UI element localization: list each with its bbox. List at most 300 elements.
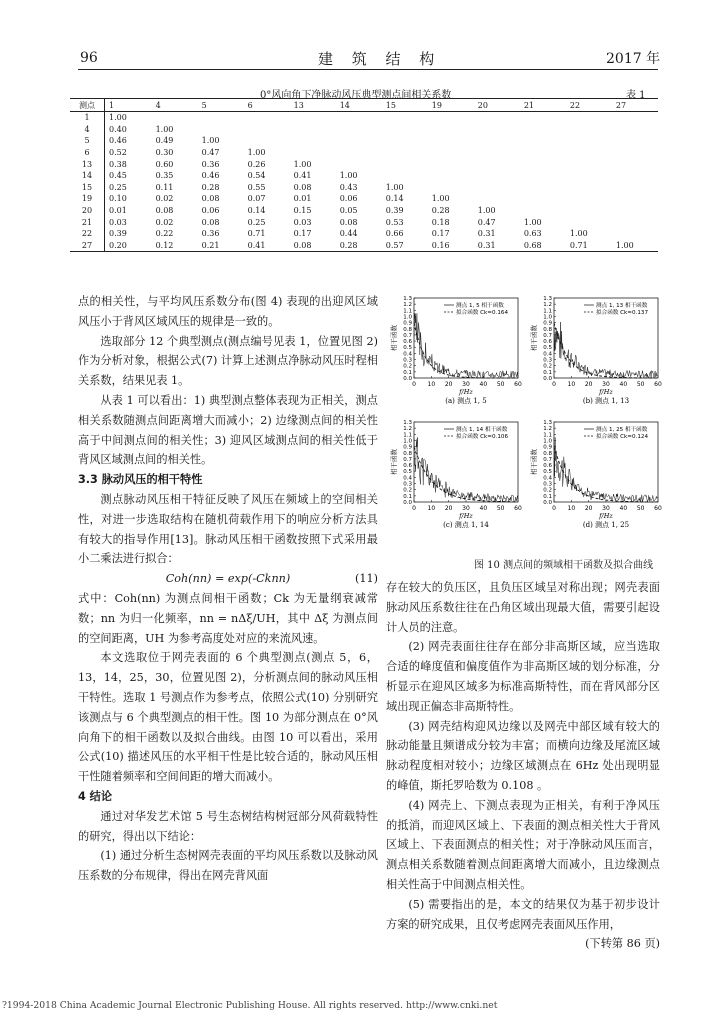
- x-tick-label: 10: [427, 381, 436, 388]
- table-cell: [428, 124, 474, 136]
- table-cell: 0.40: [109, 124, 127, 134]
- y-tick-label: 0.7: [543, 456, 552, 463]
- table-cell: 0.36: [201, 159, 220, 169]
- table-cell: [520, 205, 566, 217]
- table-cell: [566, 205, 612, 217]
- table-cell: [474, 170, 520, 182]
- table-cell: [290, 112, 336, 124]
- table-cell: 1.00: [612, 240, 658, 252]
- table-cell: [474, 135, 520, 147]
- y-tick-label: 0.9: [403, 444, 412, 451]
- table-cell: 0.08: [201, 217, 220, 227]
- paragraph: 式中：Coh(nn) 为测点间相干函数；Ck 为无量纲衰减常数；nn 为归一化频率，nn = nΔξ/UH，其中 Δξ 为测点间的空间距离，UH 为参考高度处对应的来流风速。: [78, 591, 378, 645]
- table-row: [70, 112, 658, 124]
- table-cell: [336, 112, 382, 124]
- y-tick-label: 0.2: [543, 363, 552, 370]
- y-tick-label: 1.1: [543, 432, 552, 439]
- row-header: 1: [70, 112, 105, 124]
- table-cell: [566, 158, 612, 170]
- y-tick-label: 1.2: [403, 426, 412, 433]
- row-header: 22: [70, 228, 105, 240]
- row-header: 14: [70, 170, 105, 182]
- row-header: 20: [70, 205, 105, 217]
- table-cell: 0.03: [293, 217, 312, 227]
- y-tick-label: 1.3: [403, 420, 412, 426]
- x-tick-label: 60: [514, 381, 522, 388]
- paragraph: (3) 网壳结构迎风边缘以及网壳中部区域有较大的脉动能量且频谱成分较为丰富；而横向边缘及尾流区域脉动程度相对较小；边缘区域测点在 6Hz 处出现明显的峰值，斯托罗哈数为 0.108 。: [386, 719, 660, 792]
- table-cell: 0.20: [105, 240, 152, 252]
- table-cell: 0.06: [339, 194, 358, 204]
- table-cell: 0.43: [339, 182, 358, 192]
- legend-fit: 拟合函数 Ck=0.124: [596, 434, 648, 440]
- equation-number: (11): [355, 572, 378, 586]
- table-header-cell: 5: [198, 99, 244, 112]
- table-cell: 0.03: [109, 217, 127, 227]
- y-tick-label: 0.2: [403, 487, 412, 494]
- row-header: 19: [70, 193, 105, 205]
- x-tick-label: 20: [584, 505, 593, 512]
- table-cell: 0.39: [109, 229, 127, 239]
- coherence-curve: [554, 437, 658, 501]
- table-cell: 0.71: [247, 229, 266, 239]
- table-cell: [382, 170, 428, 182]
- x-tick-label: 0: [552, 381, 556, 388]
- x-tick-label: 40: [479, 381, 488, 388]
- table-cell: 0.18: [431, 217, 450, 227]
- x-tick-label: 60: [654, 381, 662, 388]
- table-cell: [428, 158, 474, 170]
- table-cell: 1.00: [247, 148, 266, 158]
- equation-line: [78, 569, 378, 589]
- legend-fit: 拟合函数 Ck=0.137: [596, 310, 648, 316]
- panel-subtitle: (d) 测点 1, 25: [582, 521, 630, 529]
- table-cell: [566, 124, 612, 136]
- y-tick-label: 0.5: [403, 469, 412, 476]
- table-cell: 0.08: [201, 194, 220, 204]
- y-tick-label: 1.0: [543, 438, 552, 445]
- coherence-panel: [389, 296, 522, 405]
- table-header-row: [70, 99, 658, 112]
- table-row: [70, 170, 658, 182]
- y-tick-label: 0.6: [403, 463, 412, 470]
- table-cell: 0.35: [155, 171, 174, 181]
- y-tick-label: 0.5: [543, 469, 552, 476]
- y-tick-label: 1.3: [543, 296, 552, 302]
- row-header: 6: [70, 147, 105, 159]
- table-cell: 0.16: [428, 240, 474, 252]
- table-cell: [382, 147, 428, 159]
- table-cell: 0.45: [109, 171, 127, 181]
- table-cell: 0.14: [247, 206, 266, 216]
- table-cell: 0.55: [247, 182, 266, 192]
- y-tick-label: 0.0: [403, 376, 412, 382]
- table-cell: [198, 112, 244, 124]
- row-header: 5: [70, 135, 105, 147]
- row-header: 21: [70, 216, 105, 228]
- y-tick-label: 0.6: [403, 339, 412, 346]
- table-cell: [290, 135, 336, 147]
- table-cell: 0.08: [339, 217, 358, 227]
- x-tick-label: 10: [427, 505, 436, 512]
- x-tick-label: 0: [552, 505, 556, 512]
- table-cell: [290, 124, 336, 136]
- table-cell: 0.15: [293, 206, 312, 216]
- table-cell: [382, 158, 428, 170]
- table-cell: 0.28: [431, 206, 450, 216]
- x-axis-label: f/Hz: [459, 388, 473, 396]
- y-axis-label: 相干函数: [530, 449, 538, 475]
- table-cell: 0.08: [155, 206, 174, 216]
- table-cell: [520, 124, 566, 136]
- table-header-cell: 21: [520, 99, 566, 112]
- table-cell: [428, 182, 474, 194]
- table-header-cell: 22: [566, 99, 612, 112]
- x-tick-label: 50: [496, 381, 505, 388]
- y-tick-label: 0.8: [543, 326, 552, 333]
- y-tick-label: 0.4: [543, 475, 552, 482]
- table-cell: 0.68: [520, 240, 566, 252]
- table-cell: [612, 170, 658, 182]
- table-cell: 0.01: [293, 194, 312, 204]
- row-header: 4: [70, 124, 105, 136]
- x-tick-label: 30: [602, 381, 610, 388]
- y-tick-label: 0.0: [543, 500, 552, 506]
- paragraph: (1) 通过分析生态树网壳表面的平均风压系数以及脉动风压系数的分布规律，得出在网壳背风面: [78, 849, 378, 883]
- coherence-panel: [529, 296, 662, 405]
- table-cell: 0.57: [382, 240, 428, 252]
- table-cell: 0.36: [201, 229, 220, 239]
- table-cell: 0.17: [431, 229, 450, 239]
- table-cell: [520, 182, 566, 194]
- y-tick-label: 0.8: [543, 450, 552, 457]
- y-tick-label: 1.1: [543, 308, 552, 315]
- table-cell: [244, 135, 290, 147]
- x-tick-label: 20: [584, 381, 593, 388]
- legend-fit: 拟合函数 Ck=0.106: [456, 434, 508, 440]
- table-cell: 0.60: [155, 159, 174, 169]
- x-axis-label: f/Hz: [599, 512, 613, 520]
- paragraph: 从表 1 可以看出：1) 典型测点整体表现为正相关，测点相关系数随测点间距离增大而减小；2) 边缘测点间的相关性高于中间测点间的相关性；3) 迎风区域测点间的相关性低于背风区域测点间的相关性。: [78, 393, 378, 467]
- table-cell: 0.30: [155, 148, 174, 158]
- equation: Coh(nn) = exp(-Cknn): [165, 572, 291, 586]
- table-cell: 0.05: [339, 206, 358, 216]
- table-cell: [566, 193, 612, 205]
- paragraph: 点的相关性，与平均风压系数分布(图 4) 表现的出迎风区域风压小于背风区域风压的规律是一致的。: [78, 295, 378, 328]
- table-cell: [520, 170, 566, 182]
- fit-curve: [554, 323, 658, 378]
- table-cell: 0.25: [109, 182, 127, 192]
- coherence-curve: [554, 322, 658, 378]
- table-cell: 0.08: [293, 182, 312, 192]
- table-body: [70, 112, 658, 252]
- page-number: 96: [80, 50, 98, 66]
- y-tick-label: 0.1: [543, 493, 552, 500]
- table-cell: 1.00: [477, 206, 496, 216]
- table-cell: 0.11: [155, 182, 174, 192]
- table-cell: 1.00: [523, 217, 542, 227]
- right-column: [386, 578, 660, 954]
- table-cell: 0.44: [339, 229, 358, 239]
- row-header: 13: [70, 158, 105, 170]
- table-cell: [612, 205, 658, 217]
- table-label: 表 1: [626, 90, 646, 101]
- y-tick-label: 0.2: [403, 363, 412, 370]
- table-cell: [612, 147, 658, 159]
- table-row: [70, 240, 658, 252]
- table-cell: [520, 147, 566, 159]
- table-cell: [428, 170, 474, 182]
- journal-title: 建 筑 结 构: [318, 50, 442, 68]
- paragraph: 存在较大的负压区，且负压区域呈对称出现；网壳表面脉动风压系数往往在凸角区域出现最大值，需要引起设计人员的注意。: [386, 581, 660, 634]
- fit-curve: [414, 447, 518, 502]
- table-cell: 1.00: [339, 171, 358, 181]
- y-tick-label: 0.4: [403, 475, 412, 482]
- table-cell: [336, 124, 382, 136]
- y-tick-label: 0.1: [543, 369, 552, 376]
- table-cell: [566, 182, 612, 194]
- table-cell: 0.06: [201, 206, 220, 216]
- paragraph: (4) 网壳上、下测点表现为正相关，有利于净风压的抵消，而迎风区域上、下表面的测点相关性大于背风区域上、下表面测点的相关性；对于净脉动风压而言，测点相关系数随着测点间距离增大而减小，且边缘测点相关性高于中间测点相关性。: [386, 798, 660, 891]
- table-cell: [612, 228, 658, 240]
- table-cell: [566, 135, 612, 147]
- table-cell: [612, 124, 658, 136]
- coherence-panel: [389, 420, 522, 529]
- x-tick-label: 0: [412, 381, 416, 388]
- figure-10: [384, 294, 660, 548]
- table-header-cell: 19: [428, 99, 474, 112]
- table-cell: 1.00: [431, 194, 450, 204]
- continued-note: (下转第 86 页): [585, 937, 660, 951]
- table-cell: [198, 124, 244, 136]
- section-heading: 4 结论: [78, 789, 113, 803]
- y-tick-label: 1.2: [543, 426, 552, 433]
- coherence-panel: [529, 420, 662, 529]
- table-row: [70, 147, 658, 159]
- paragraph: 本文选取位于网壳表面的 6 个典型测点(测点 5，6，13，14，25，30，位置见图 2)，分析测点间的脉动风压相干特性。选取 1 号测点作为参考点，依照公式(10) 分别研究该测点与 6 个典型测点的相干性。图 10 为部分测点在 0°风向角下的相干函数以及拟合曲线。由图 10 可以看出，采用公式(10) 描述风压的水平相干性是比较合适的，脉动风压相干性随着频率和空间间距的增大而减小。: [78, 651, 378, 784]
- x-axis-label: f/Hz: [599, 388, 613, 396]
- y-axis-label: 相干函数: [390, 449, 398, 475]
- table-row: [70, 182, 658, 194]
- table-cell: [244, 112, 290, 124]
- table-cell: [474, 182, 520, 194]
- table-cell: [474, 147, 520, 159]
- table-cell: [566, 216, 612, 228]
- panel-subtitle: (b) 测点 1, 13: [582, 397, 630, 405]
- x-tick-label: 50: [636, 505, 645, 512]
- x-tick-label: 20: [444, 505, 453, 512]
- y-tick-label: 1.1: [403, 308, 412, 315]
- y-tick-label: 0.2: [543, 487, 552, 494]
- table-cell: 0.26: [247, 159, 266, 169]
- table-cell: 0.52: [109, 148, 127, 158]
- y-tick-label: 0.7: [543, 332, 552, 339]
- y-tick-label: 0.5: [543, 345, 552, 352]
- x-tick-label: 50: [636, 381, 645, 388]
- table-cell: 0.66: [385, 229, 404, 239]
- table-cell: 0.46: [201, 171, 220, 181]
- table-title: 0°风向角下净脉动风压典型测点间相关系数: [260, 90, 452, 101]
- table-cell: 0.71: [566, 240, 612, 252]
- table-cell: [152, 112, 198, 124]
- table-header-cell: 6: [244, 99, 290, 112]
- legend-data: 测点 1, 14 相干函数: [456, 427, 508, 433]
- y-axis-label: 相干函数: [390, 325, 398, 351]
- table-cell: [382, 135, 428, 147]
- table-cell: [336, 135, 382, 147]
- x-tick-label: 30: [462, 381, 470, 388]
- y-tick-label: 0.0: [403, 500, 412, 506]
- x-tick-label: 30: [462, 505, 470, 512]
- figure-caption: 图 10 测点间的频域相干函数及拟合曲线: [474, 560, 654, 571]
- header-rule: [78, 69, 658, 70]
- table-cell: 0.28: [336, 240, 382, 252]
- table-cell: 0.28: [201, 182, 220, 192]
- table-cell: 0.47: [201, 148, 220, 158]
- paragraph: 测点脉动风压相干特征反映了风压在频域上的空间相关性，对进一步选取结构在随机荷载作用下的响应分析方法具有较大的指导作用[13]。脉动风压相干函数按照下式采用最小二乘法进行拟合：: [78, 492, 378, 566]
- table-header-cell: 15: [382, 99, 428, 112]
- table-cell: [382, 112, 428, 124]
- table-cell: 1.00: [293, 159, 312, 169]
- y-tick-label: 0.1: [403, 369, 412, 376]
- table-cell: [336, 158, 382, 170]
- table-header-cell: 1: [105, 99, 152, 112]
- row-header: 27: [70, 240, 105, 252]
- y-tick-label: 0.4: [403, 351, 412, 358]
- table-cell: 0.49: [155, 136, 174, 146]
- table-row: [70, 228, 658, 240]
- table-cell: [520, 193, 566, 205]
- y-tick-label: 0.1: [403, 493, 412, 500]
- table-header-cell: 4: [152, 99, 198, 112]
- table-cell: 0.01: [109, 206, 127, 216]
- x-tick-label: 40: [619, 381, 628, 388]
- y-tick-label: 0.3: [543, 481, 552, 488]
- coherence-curve: [414, 437, 518, 501]
- y-tick-label: 1.0: [543, 314, 552, 321]
- legend-data: 测点 1, 13 相干函数: [596, 303, 648, 309]
- table-cell: 0.47: [477, 217, 496, 227]
- table-cell: 1.00: [155, 124, 174, 134]
- correlation-table: [70, 98, 658, 252]
- y-tick-label: 0.7: [403, 456, 412, 463]
- table-cell: [566, 147, 612, 159]
- table-cell: 0.31: [477, 229, 496, 239]
- y-tick-label: 0.5: [403, 345, 412, 352]
- table-row: [70, 216, 658, 228]
- table-cell: 0.08: [290, 240, 336, 252]
- y-tick-label: 1.3: [543, 420, 552, 426]
- panel-subtitle: (c) 测点 1, 14: [443, 521, 489, 529]
- table-cell: [566, 170, 612, 182]
- table-cell: [612, 182, 658, 194]
- x-tick-label: 60: [514, 505, 522, 512]
- table-cell: 0.02: [155, 194, 174, 204]
- paragraph: (2) 网壳表面往往存在部分非高斯区域，应当选取合适的峰度值和偏度值作为非高斯区域的划分标准，分析显示在迎风区域多为标准高斯特性，而在背风部分区域出现正偏态非高斯特性。: [386, 640, 660, 713]
- table-cell: [290, 147, 336, 159]
- table-cell: 0.14: [385, 194, 404, 204]
- table-cell: [428, 112, 474, 124]
- table-cell: 1.00: [109, 113, 127, 123]
- table-cell: 0.38: [109, 159, 127, 169]
- table-header-cell: 13: [290, 99, 336, 112]
- x-tick-label: 50: [496, 505, 505, 512]
- y-tick-label: 0.9: [543, 444, 552, 451]
- table-cell: [428, 135, 474, 147]
- table-cell: 1.00: [569, 229, 588, 239]
- legend-data: 测点 1, 5 相干函数: [456, 303, 504, 309]
- y-tick-label: 1.3: [403, 296, 412, 302]
- table-header-cell: 27: [612, 99, 658, 112]
- table-header-cell: 20: [474, 99, 520, 112]
- table-cell: 0.53: [385, 217, 404, 227]
- paragraph: (5) 需要指出的是，本文的结果仅为基于初步设计方案的研究成果，且仅考虑网壳表面风压作用，: [386, 897, 660, 931]
- table-cell: 0.31: [474, 240, 520, 252]
- x-tick-label: 40: [619, 505, 628, 512]
- legend-fit: 拟合函数 Ck=0.164: [456, 310, 508, 316]
- table-cell: 0.10: [109, 194, 127, 204]
- table-cell: 0.39: [385, 206, 404, 216]
- y-tick-label: 0.3: [403, 357, 412, 364]
- table-row: [70, 205, 658, 217]
- paragraph: 选取部分 12 个典型测点(测点编号见表 1，位置见图 2) 作为分析对象，根据公式(7) 计算上述测点净脉动风压时程相关系数，结果见表 1。: [78, 334, 378, 388]
- legend-data: 测点 1, 25 相干函数: [596, 427, 648, 433]
- table-cell: [474, 124, 520, 136]
- y-tick-label: 1.2: [543, 302, 552, 309]
- x-tick-label: 30: [602, 505, 610, 512]
- x-tick-label: 40: [479, 505, 488, 512]
- table-cell: [474, 112, 520, 124]
- y-tick-label: 0.6: [543, 463, 552, 470]
- table-header-cell: 测点: [70, 99, 105, 112]
- table-header-cell: 14: [336, 99, 382, 112]
- fit-curve: [414, 323, 518, 378]
- y-tick-label: 0.3: [403, 481, 412, 488]
- section-heading: 3.3 脉动风压的相干特性: [78, 473, 203, 487]
- left-column: [78, 292, 378, 886]
- journal-year: 2017 年: [606, 51, 661, 67]
- paragraph: 通过对华发艺术馆 5 号生态树结构树冠部分风荷载特性的研究，得出以下结论：: [78, 809, 378, 843]
- table-cell: 0.02: [155, 217, 174, 227]
- table-cell: [612, 158, 658, 170]
- y-tick-label: 0.9: [543, 320, 552, 327]
- x-tick-label: 20: [444, 381, 453, 388]
- table-cell: [428, 147, 474, 159]
- y-tick-label: 0.3: [543, 357, 552, 364]
- table-cell: 1.00: [201, 136, 220, 146]
- table-cell: 0.21: [198, 240, 244, 252]
- table-cell: [612, 193, 658, 205]
- table-cell: [336, 147, 382, 159]
- y-tick-label: 0.8: [403, 450, 412, 457]
- table-cell: 0.25: [247, 217, 266, 227]
- footer-copyright: ?1994-2018 China Academic Journal Electronic Publishing House. All rights reserved. http://www.cnki.net: [2, 1000, 498, 1011]
- x-tick-label: 0: [412, 505, 416, 512]
- table-cell: 0.07: [247, 194, 266, 204]
- y-axis-label: 相干函数: [530, 325, 538, 351]
- table-cell: [612, 216, 658, 228]
- y-tick-label: 0.9: [403, 320, 412, 327]
- row-header: 15: [70, 182, 105, 194]
- x-tick-label: 10: [567, 381, 576, 388]
- x-axis-label: f/Hz: [459, 512, 473, 520]
- table-cell: [612, 135, 658, 147]
- table-cell: 0.17: [293, 229, 312, 239]
- y-tick-label: 1.1: [403, 432, 412, 439]
- coherence-curve: [414, 313, 518, 377]
- table-cell: [612, 112, 658, 124]
- table-cell: [520, 112, 566, 124]
- y-tick-label: 1.2: [403, 302, 412, 309]
